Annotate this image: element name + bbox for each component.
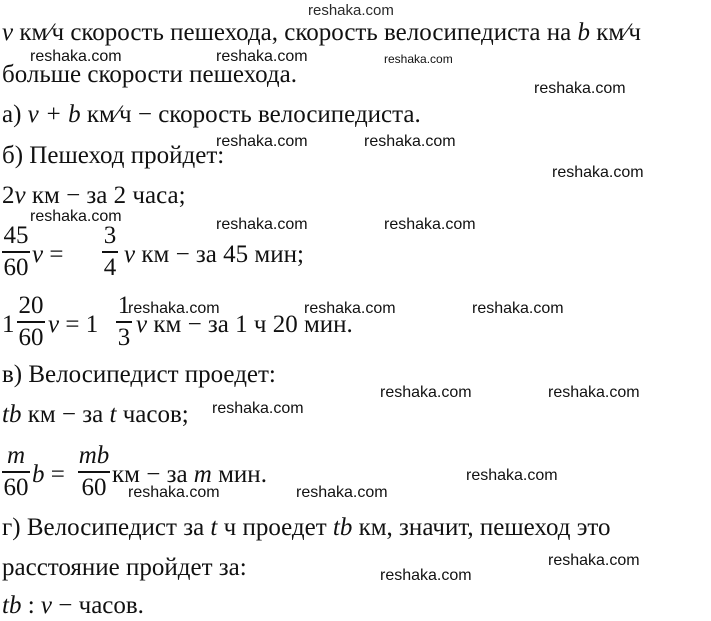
line-13-text: − часов. bbox=[52, 592, 144, 619]
watermark: reshaka.com bbox=[552, 164, 644, 181]
line-9-text-1: км − за bbox=[21, 401, 110, 428]
watermark: reshaka.com bbox=[534, 80, 626, 97]
line-10-text-2: мин. bbox=[211, 461, 267, 488]
line-6-part1 bbox=[32, 240, 63, 270]
numerator: 20 bbox=[18, 292, 44, 319]
var-v: v bbox=[14, 182, 26, 209]
denominator: 3 bbox=[117, 323, 131, 351]
line-9 bbox=[2, 400, 189, 430]
watermark: reshaka.com bbox=[472, 300, 564, 317]
watermark: reshaka.com bbox=[384, 216, 476, 233]
fraction-45-60 bbox=[2, 222, 30, 282]
line-10-part1 bbox=[32, 460, 65, 490]
line-10-text-1: км − за bbox=[112, 461, 194, 488]
fraction-m-60 bbox=[2, 442, 30, 502]
line-11-text-1: г) Велосипедист за bbox=[2, 514, 211, 541]
var-v: v bbox=[2, 19, 14, 46]
fraction-20-60 bbox=[17, 292, 45, 352]
line-1-unit: км⁄ч bbox=[589, 19, 641, 46]
watermark: reshaka.com bbox=[296, 484, 388, 501]
denominator: 60 bbox=[3, 473, 29, 501]
fraction-bar bbox=[2, 471, 30, 473]
watermark: reshaka.com bbox=[384, 52, 453, 66]
line-13 bbox=[2, 591, 144, 621]
var-v: v bbox=[40, 592, 53, 619]
line-2: больше скорости пешехода. bbox=[2, 61, 297, 88]
watermark: reshaka.com bbox=[216, 48, 308, 65]
var-tb: tb bbox=[2, 401, 22, 428]
numerator: 3 bbox=[103, 222, 117, 249]
var-m: m bbox=[193, 461, 212, 488]
fraction-bar bbox=[102, 251, 118, 253]
denominator: 60 bbox=[3, 253, 29, 281]
watermark: reshaka.com bbox=[548, 384, 640, 401]
fraction-bar bbox=[78, 471, 110, 473]
line-1 bbox=[2, 18, 641, 48]
watermark: reshaka.com bbox=[128, 300, 220, 317]
line-5-text: км − за 2 часа; bbox=[25, 182, 186, 209]
var-t: t bbox=[210, 514, 218, 541]
line-11 bbox=[2, 513, 611, 543]
line-9-text-2: часов; bbox=[116, 401, 189, 428]
line-4: б) Пешеход пройдет: bbox=[2, 142, 225, 169]
watermark: reshaka.com bbox=[380, 567, 472, 584]
line-6-text: км − за 45 мин; bbox=[135, 241, 304, 268]
equals: = bbox=[44, 461, 65, 488]
var-tb: tb bbox=[2, 592, 22, 619]
numerator: mb bbox=[78, 442, 110, 469]
equals-one: = 1 bbox=[59, 311, 99, 338]
line-1-text: км⁄ч скорость пешехода, скорость велосипедиста на bbox=[13, 19, 578, 46]
numerator: m bbox=[6, 442, 26, 469]
denominator: 60 bbox=[81, 473, 107, 501]
var-b: b bbox=[577, 19, 590, 46]
watermark: reshaka.com bbox=[30, 208, 122, 225]
line-3-prefix: а) bbox=[2, 101, 28, 128]
watermark: reshaka.com bbox=[364, 133, 456, 150]
line-7-text: км − за 1 ч 20 мин. bbox=[147, 311, 353, 338]
line-7-part1 bbox=[48, 310, 98, 340]
watermark-top: reshaka.com bbox=[308, 2, 394, 19]
var-tb: tb bbox=[332, 514, 353, 541]
watermark: reshaka.com bbox=[212, 400, 304, 417]
denominator: 60 bbox=[18, 323, 44, 351]
var-v: v bbox=[124, 241, 136, 268]
coef: 2 bbox=[2, 182, 15, 209]
line-3 bbox=[2, 100, 421, 130]
line-12: расстояние пройдет за: bbox=[2, 554, 247, 581]
watermark: reshaka.com bbox=[216, 216, 308, 233]
line-6-part2 bbox=[124, 240, 304, 270]
var-v: v bbox=[48, 311, 60, 338]
line-3-text: км⁄ч − скорость велосипедиста. bbox=[80, 101, 421, 128]
watermark: reshaka.com bbox=[128, 484, 220, 501]
denominator: 4 bbox=[103, 253, 117, 281]
fraction-mb-60 bbox=[78, 442, 110, 502]
var-v: v bbox=[136, 311, 148, 338]
var-b: b bbox=[32, 461, 45, 488]
watermark: reshaka.com bbox=[30, 48, 122, 65]
watermark: reshaka.com bbox=[380, 384, 472, 401]
expr-v-plus-b: v + b bbox=[27, 101, 81, 128]
colon: : bbox=[21, 592, 41, 619]
numerator: 1 bbox=[117, 292, 131, 319]
var-t: t bbox=[109, 401, 117, 428]
fraction-bar bbox=[17, 321, 45, 323]
line-11-text-3: км, значит, пешеход это bbox=[352, 514, 611, 541]
var-v: v bbox=[32, 241, 44, 268]
numerator: 45 bbox=[3, 222, 29, 249]
fraction-bar bbox=[2, 251, 30, 253]
line-5 bbox=[2, 181, 186, 211]
watermark: reshaka.com bbox=[304, 300, 396, 317]
watermark: reshaka.com bbox=[216, 133, 308, 150]
fraction-bar bbox=[116, 321, 132, 323]
watermark: reshaka.com bbox=[466, 467, 558, 484]
fraction-3-4 bbox=[102, 222, 118, 282]
watermark: reshaka.com bbox=[548, 552, 640, 569]
whole-part: 1 bbox=[2, 311, 15, 338]
line-8: в) Велосипедист проедет: bbox=[2, 361, 276, 388]
equals: = bbox=[43, 241, 64, 268]
line-11-text-2: ч проедет bbox=[217, 514, 333, 541]
